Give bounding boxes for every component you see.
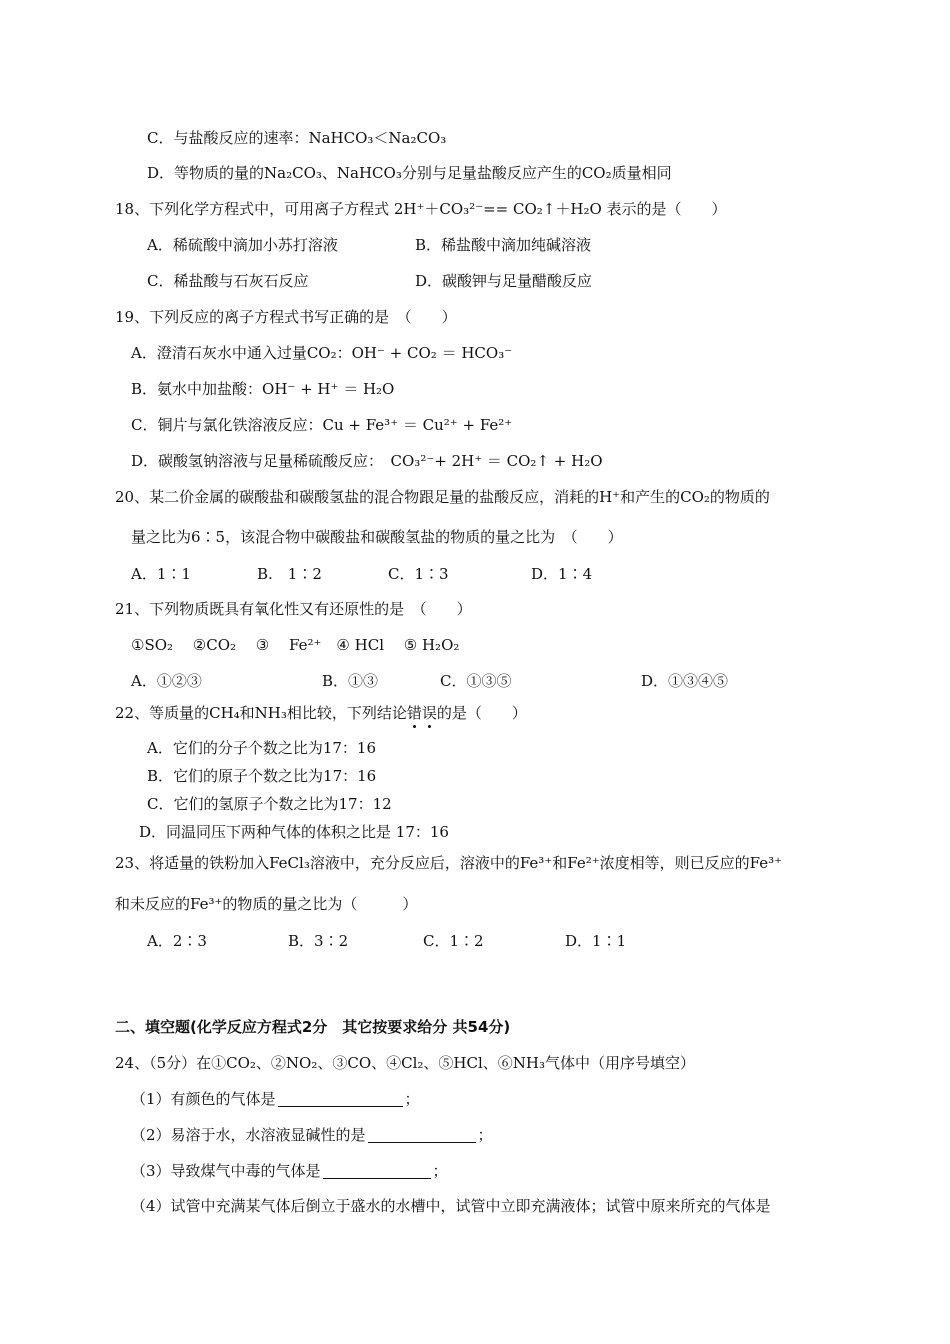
answer-blank[interactable]: [278, 1091, 403, 1107]
q23-option-b: B．3∶2: [288, 932, 349, 950]
q19-option-c: C．铜片与氯化铁溶液反应：Cu + Fe³⁺ ＝ Cu²⁺ + Fe²⁺: [131, 416, 513, 434]
q17-option-c: C．与盐酸反应的速率：NaHCO₃＜Na₂CO₃: [147, 129, 447, 147]
q19-option-d: D．碳酸氢钠溶液与足量稀硫酸反应： CO₃²⁻+ 2H⁺ ＝ CO₂↑ + H₂O: [131, 452, 603, 470]
q21-items: ①SO₂ ②CO₂ ③ Fe²⁺ ④ HCl ⑤ H₂O₂: [131, 636, 460, 654]
q21-option-a: A．①②③: [131, 672, 202, 690]
answer-blank[interactable]: [323, 1163, 431, 1179]
q24-stem: 24、（5分）在①CO₂、②NO₂、③CO、④Cl₂、⑤HCl、⑥NH₃气体中（用序号填空）: [115, 1054, 695, 1072]
q22-option-d: D．同温同压下两种气体的体积之比是 17：16: [139, 823, 449, 841]
q22-option-c: C．它们的氢原子个数之比为17：12: [147, 795, 392, 813]
q24-part-3: （3）导致煤气中毒的气体是 ；: [131, 1162, 448, 1180]
q20-option-c: C．1∶3: [388, 565, 449, 583]
q22-stem: 22、等质量的CH₄和NH₃相比较，下列结论错误的是（ ）: [115, 704, 527, 722]
q19-stem: 19、下列反应的离子方程式书写正确的是 （ ）: [115, 308, 457, 326]
q18-option-b: B．稀盐酸中滴加纯碱溶液: [415, 236, 592, 254]
q23-stem-cont: 和未反应的Fe³⁺的物质的量之比为（ ）: [115, 895, 418, 913]
q20-stem-cont: 量之比为6∶5，该混合物中碳酸盐和碳酸氢盐的物质的量之比为 （ ）: [131, 528, 623, 546]
q23-option-d: D．1∶1: [565, 932, 627, 950]
q21-stem: 21、下列物质既具有氧化性又有还原性的是 （ ）: [115, 600, 472, 618]
q19-option-b: B．氨水中加盐酸：OH⁻ + H⁺ ＝ H₂O: [131, 380, 395, 398]
q18-option-d: D．碳酸钾与足量醋酸反应: [415, 272, 593, 290]
q20-option-d: D．1∶4: [531, 565, 593, 583]
section-heading: 二、填空题(化学反应方程式2分 其它按要求给分 共54分): [115, 1018, 511, 1036]
q18-option-a: A．稀硫酸中滴加小苏打溶液: [147, 236, 338, 254]
q24-part-1: （1）有颜色的气体是 ；: [131, 1090, 420, 1108]
q24-part-2: （2）易溶于水，水溶液显碱性的是 ；: [131, 1126, 493, 1144]
q18-stem: 18、下列化学方程式中，可用离子方程式 2H⁺＋CO₃²⁻== CO₂↑＋H₂O 表示的是（ ）: [115, 200, 727, 218]
q23-option-c: C．1∶2: [423, 932, 484, 950]
emphasis-char: 误: [421, 704, 437, 722]
q20-option-b: B. 1∶2: [257, 565, 322, 583]
q21-option-c: C．①③⑤: [440, 672, 512, 690]
q24-part-4: （4）试管中充满某气体后倒立于盛水的水槽中，试管中立即充满液体；试管中原来所充的气体是: [131, 1197, 771, 1215]
q19-option-a: A．澄清石灰水中通入过量CO₂：OH⁻ + CO₂ ＝ HCO₃⁻: [131, 344, 513, 362]
answer-blank[interactable]: [368, 1127, 476, 1143]
q23-option-a: A．2∶3: [147, 932, 207, 950]
q18-option-c: C．稀盐酸与石灰石反应: [147, 272, 309, 290]
q22-option-b: B．它们的原子个数之比为17：16: [147, 767, 377, 785]
q17-option-d: D．等物质的量的Na₂CO₃、NaHCO₃分别与足量盐酸反应产生的CO₂质量相同: [147, 164, 672, 182]
q22-option-a: A．它们的分子个数之比为17：16: [147, 739, 377, 757]
q20-option-a: A．1∶1: [131, 565, 191, 583]
emphasis-char: 错: [406, 704, 422, 722]
q21-option-b: B．①③: [322, 672, 379, 690]
q20-stem: 20、某二价金属的碳酸盐和碳酸氢盐的混合物跟足量的盐酸反应，消耗的H⁺和产生的CO₂的物质的: [115, 488, 770, 506]
q23-stem: 23、将适量的铁粉加入FeCl₃溶液中，充分反应后，溶液中的Fe³⁺和Fe²⁺浓度相等，则已反应的Fe³⁺: [115, 854, 783, 872]
q21-option-d: D．①③④⑤: [641, 672, 729, 690]
